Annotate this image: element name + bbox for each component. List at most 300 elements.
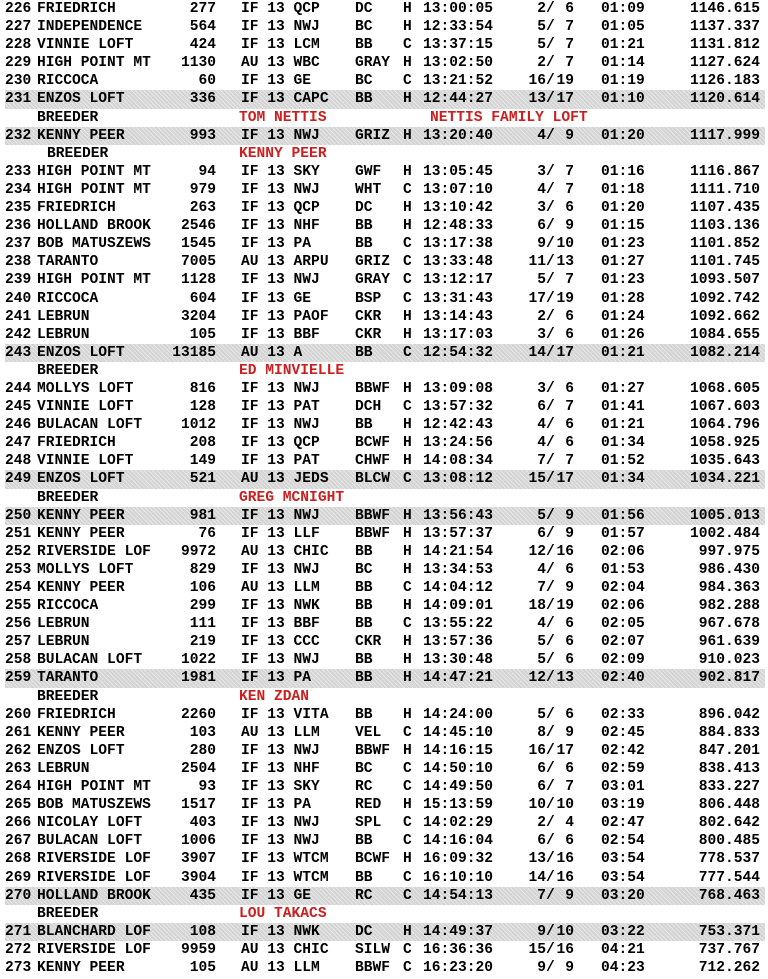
band-number: 106 (189, 580, 216, 596)
bird-sex: C (403, 471, 412, 488)
loft-position: 18 (528, 598, 546, 615)
race-results-report (5, 0, 765, 977)
band-registration: IF 13 NWJ (241, 561, 320, 578)
bird-color: BB (355, 652, 373, 669)
flying-time: 01:15 (601, 218, 645, 235)
position-separator: / (546, 616, 555, 633)
flying-time: 01:20 (601, 127, 645, 144)
bird-sex: H (403, 218, 412, 235)
speed: 961.639 (698, 634, 760, 651)
band-registration: IF 13 NWJ (241, 417, 320, 434)
position-separator: / (546, 290, 555, 307)
flying-time: 03:22 (601, 923, 645, 940)
rank: 267 (5, 833, 32, 850)
bird-sex: H (403, 652, 412, 669)
arrival-time: 14:49:50 (423, 779, 494, 796)
band-registration: IF 13 BBF (241, 616, 320, 633)
result-row-highlighted (5, 887, 765, 905)
result-row-highlighted (5, 669, 765, 687)
band-registration: IF 13 GE (241, 887, 312, 904)
flying-time: 01:19 (601, 73, 645, 90)
band-number: 263 (189, 200, 216, 217)
bird-color: BB (355, 344, 373, 361)
result-row (5, 181, 765, 199)
loft-name: HIGH POINT MT (37, 55, 151, 72)
arrival-time: 13:00:05 (423, 1, 494, 17)
result-row (5, 724, 765, 742)
loft-position: 2 (537, 308, 546, 325)
rank: 272 (5, 941, 32, 958)
loft-total: 6 (565, 833, 574, 850)
result-row (5, 290, 765, 308)
loft-position: 11 (528, 254, 546, 271)
speed: 982.288 (698, 598, 760, 615)
position-separator: / (546, 959, 555, 976)
loft-total: 16 (556, 941, 574, 958)
band-number: 3907 (180, 851, 216, 868)
band-number: 13185 (172, 344, 216, 361)
rank: 230 (5, 73, 32, 90)
rank: 235 (5, 200, 32, 217)
loft-position: 2 (537, 55, 546, 72)
rank: 233 (5, 163, 32, 180)
band-registration: IF 13 NWK (241, 923, 320, 940)
bird-sex: C (403, 941, 412, 958)
speed: 984.363 (698, 580, 760, 596)
arrival-time: 13:55:22 (423, 616, 494, 633)
position-separator: / (546, 887, 555, 904)
band-number: 9959 (180, 941, 216, 958)
arrival-time: 13:57:37 (423, 525, 494, 542)
position-separator: / (546, 760, 555, 777)
band-number: 829 (189, 561, 216, 578)
position-separator: / (546, 417, 555, 434)
result-row (5, 869, 765, 887)
rank: 236 (5, 218, 32, 235)
result-row (5, 615, 765, 633)
position-separator: / (546, 254, 555, 271)
breeder-name: KEN ZDAN (239, 688, 310, 705)
flying-time: 01:41 (601, 399, 645, 416)
rank: 247 (5, 435, 32, 452)
band-number: 94 (198, 163, 216, 180)
rank: 259 (5, 670, 32, 687)
arrival-time: 13:17:03 (423, 326, 494, 343)
speed: 1117.999 (689, 127, 760, 144)
loft-total: 9 (565, 218, 574, 235)
speed: 1120.614 (689, 91, 760, 108)
arrival-time: 16:36:36 (423, 941, 494, 958)
position-separator: / (546, 236, 555, 253)
result-row (5, 217, 765, 235)
result-row (5, 651, 765, 669)
band-registration: IF 13 NWJ (241, 833, 320, 850)
loft-position: 16 (528, 742, 546, 759)
band-number: 564 (189, 19, 216, 36)
result-row (5, 706, 765, 724)
arrival-time: 14:16:04 (423, 833, 494, 850)
position-separator: / (546, 724, 555, 741)
loft-name: RIVERSIDE LOF (37, 941, 151, 958)
arrival-time: 13:33:48 (423, 254, 494, 271)
loft-total: 9 (565, 507, 574, 524)
rank: 228 (5, 37, 32, 54)
flying-time: 01:34 (601, 471, 645, 488)
breeder-name: ED MINVIELLE (239, 362, 345, 379)
speed: 1126.183 (689, 73, 760, 90)
flying-time: 04:23 (601, 959, 645, 976)
breeder-row (5, 688, 765, 706)
band-number: 7005 (180, 254, 216, 271)
band-number: 219 (189, 634, 216, 651)
band-registration: IF 13 NWJ (241, 380, 320, 397)
flying-time: 03:54 (601, 869, 645, 886)
rank: 244 (5, 380, 32, 397)
position-separator: / (546, 833, 555, 850)
flying-time: 01:16 (601, 163, 645, 180)
loft-total: 7 (565, 55, 574, 72)
arrival-time: 14:54:13 (423, 887, 494, 904)
result-row (5, 308, 765, 326)
position-separator: / (546, 779, 555, 796)
loft-total: 6 (565, 326, 574, 343)
band-number: 1006 (180, 833, 216, 850)
speed: 986.430 (698, 561, 760, 578)
loft-name: RICCOCA (37, 73, 99, 90)
loft-position: 14 (528, 869, 546, 886)
bird-sex: C (403, 959, 412, 976)
band-registration: AU 13 WBC (241, 55, 320, 72)
speed: 1058.925 (689, 435, 760, 452)
loft-position: 6 (537, 525, 546, 542)
position-separator: / (546, 181, 555, 198)
loft-name: BOB MATUSZEWS (37, 797, 151, 814)
band-number: 336 (189, 91, 216, 108)
rank: 253 (5, 561, 32, 578)
bird-color: WHT (355, 181, 382, 198)
rank: 234 (5, 181, 32, 198)
result-row (5, 796, 765, 814)
loft-position: 12 (528, 543, 546, 560)
rank: 256 (5, 616, 32, 633)
loft-total: 16 (556, 851, 574, 868)
result-row (5, 814, 765, 832)
band-number: 1545 (180, 236, 216, 253)
bird-color: BB (355, 417, 373, 434)
band-number: 108 (189, 923, 216, 940)
bird-color: BCWF (355, 851, 391, 868)
band-number: 1981 (180, 670, 216, 687)
band-registration: IF 13 NWK (241, 598, 320, 615)
speed: 802.642 (698, 815, 760, 832)
speed: 1127.624 (689, 55, 760, 72)
loft-total: 7 (565, 181, 574, 198)
band-number: 604 (189, 290, 216, 307)
arrival-time: 13:57:36 (423, 634, 494, 651)
loft-position: 5 (537, 634, 546, 651)
loft-name: ENZOS LOFT (37, 471, 125, 488)
flying-time: 01:56 (601, 507, 645, 524)
arrival-time: 14:02:29 (423, 815, 494, 832)
rank: 241 (5, 308, 32, 325)
position-separator: / (546, 525, 555, 542)
loft-name: HOLLAND BROOK (37, 887, 151, 904)
speed: 997.975 (698, 543, 760, 560)
bird-color: BB (355, 598, 373, 615)
loft-total: 6 (565, 308, 574, 325)
loft-position: 3 (537, 380, 546, 397)
result-row-highlighted (5, 923, 765, 941)
band-number: 149 (189, 453, 216, 470)
bird-sex: H (403, 163, 412, 180)
arrival-time: 12:44:27 (423, 91, 494, 108)
flying-time: 01:21 (601, 417, 645, 434)
loft-name: RICCOCA (37, 290, 99, 307)
result-row (5, 0, 765, 18)
band-registration: IF 13 LLF (241, 525, 320, 542)
bird-color: CKR (355, 634, 382, 651)
loft-name: HIGH POINT MT (37, 779, 151, 796)
position-separator: / (546, 670, 555, 687)
flying-time: 02:33 (601, 706, 645, 723)
rank: 251 (5, 525, 32, 542)
loft-position: 4 (537, 181, 546, 198)
loft-position: 13 (528, 91, 546, 108)
band-number: 424 (189, 37, 216, 54)
speed: 847.201 (698, 742, 760, 759)
loft-position: 4 (537, 616, 546, 633)
speed: 1116.867 (689, 163, 760, 180)
loft-total: 6 (565, 200, 574, 217)
breeder-row (5, 109, 765, 127)
loft-name: BULACAN LOFT (37, 833, 143, 850)
rank: 248 (5, 453, 32, 470)
bird-color: BBWF (355, 507, 391, 524)
speed: 806.448 (698, 797, 760, 814)
loft-name: TARANTO (37, 670, 99, 687)
rank: 249 (5, 471, 32, 488)
flying-time: 03:01 (601, 779, 645, 796)
bird-color: BLCW (355, 471, 391, 488)
band-number: 3204 (180, 308, 216, 325)
band-number: 277 (189, 1, 216, 17)
loft-name: LEBRUN (37, 308, 90, 325)
loft-position: 3 (537, 200, 546, 217)
loft-position: 6 (537, 218, 546, 235)
band-number: 1012 (180, 417, 216, 434)
loft-total: 6 (565, 652, 574, 669)
arrival-time: 12:42:43 (423, 417, 494, 434)
bird-color: BB (355, 218, 373, 235)
bird-color: BC (355, 760, 373, 777)
loft-position: 9 (537, 959, 546, 976)
band-registration: IF 13 PA (241, 797, 312, 814)
arrival-time: 16:10:10 (423, 869, 494, 886)
speed: 800.485 (698, 833, 760, 850)
bird-sex: C (403, 724, 412, 741)
rank: 226 (5, 1, 32, 17)
flying-time: 01:24 (601, 308, 645, 325)
loft-name: NICOLAY LOFT (37, 815, 143, 832)
result-row (5, 416, 765, 434)
loft-position: 16 (528, 73, 546, 90)
flying-time: 01:21 (601, 37, 645, 54)
rank: 246 (5, 417, 32, 434)
loft-total: 16 (556, 543, 574, 560)
bird-sex: C (403, 272, 412, 289)
position-separator: / (546, 308, 555, 325)
speed: 1005.013 (689, 507, 760, 524)
loft-position: 5 (537, 37, 546, 54)
band-number: 93 (198, 779, 216, 796)
bird-color: GRIZ (355, 254, 391, 271)
rank: 232 (5, 127, 32, 144)
speed: 777.544 (698, 869, 760, 886)
bird-color: BB (355, 869, 373, 886)
band-registration: IF 13 QCP (241, 200, 320, 217)
loft-position: 3 (537, 326, 546, 343)
band-registration: IF 13 NHF (241, 760, 320, 777)
speed: 1092.662 (689, 308, 760, 325)
bird-color: BC (355, 19, 373, 36)
flying-time: 01:14 (601, 55, 645, 72)
loft-total: 9 (565, 887, 574, 904)
bird-sex: H (403, 561, 412, 578)
bird-color: BB (355, 543, 373, 560)
flying-time: 02:06 (601, 543, 645, 560)
loft-name: RICCOCA (37, 598, 99, 615)
flying-time: 01:34 (601, 435, 645, 452)
loft-position: 12 (528, 670, 546, 687)
loft-total: 6 (565, 634, 574, 651)
band-registration: IF 13 NHF (241, 218, 320, 235)
loft-position: 4 (537, 127, 546, 144)
arrival-time: 13:17:38 (423, 236, 494, 253)
arrival-time: 13:34:53 (423, 561, 494, 578)
rank: 227 (5, 19, 32, 36)
band-registration: IF 13 LCM (241, 37, 320, 54)
bird-color: RED (355, 797, 382, 814)
loft-name: KENNY PEER (37, 507, 125, 524)
bird-color: BCWF (355, 435, 391, 452)
breeder-name: LOU TAKACS (239, 905, 327, 922)
loft-name: KENNY PEER (37, 127, 125, 144)
result-row-highlighted (5, 127, 765, 145)
flying-time: 04:21 (601, 941, 645, 958)
position-separator: / (546, 851, 555, 868)
flying-time: 01:18 (601, 181, 645, 198)
band-registration: IF 13 WTCM (241, 869, 329, 886)
arrival-time: 14:09:01 (423, 598, 494, 615)
bird-color: GRIZ (355, 127, 391, 144)
loft-total: 17 (556, 344, 574, 361)
loft-name: ENZOS LOFT (37, 344, 125, 361)
position-separator: / (546, 598, 555, 615)
band-number: 521 (189, 471, 216, 488)
loft-position: 4 (537, 561, 546, 578)
speed: 778.537 (698, 851, 760, 868)
band-number: 981 (189, 507, 216, 524)
loft-total: 10 (556, 923, 574, 940)
bird-color: BC (355, 73, 373, 90)
speed: 1082.214 (689, 344, 760, 361)
rank: 250 (5, 507, 32, 524)
speed: 1111.710 (689, 181, 760, 198)
loft-name: TARANTO (37, 254, 99, 271)
loft-total: 7 (565, 19, 574, 36)
loft-name: KENNY PEER (37, 580, 125, 596)
result-row (5, 54, 765, 72)
band-registration: IF 13 PAT (241, 399, 320, 416)
bird-sex: H (403, 507, 412, 524)
band-registration: IF 13 QCP (241, 435, 320, 452)
speed: 1146.615 (689, 1, 760, 17)
position-separator: / (546, 435, 555, 452)
bird-color: CHWF (355, 453, 391, 470)
loft-name: RIVERSIDE LOF (37, 869, 151, 886)
loft-name: MOLLYS LOFT (37, 561, 134, 578)
flying-time: 02:07 (601, 634, 645, 651)
rank: 269 (5, 869, 32, 886)
loft-position: 4 (537, 417, 546, 434)
result-row-highlighted (5, 90, 765, 108)
breeder-label: BREEDER (37, 489, 99, 506)
bird-sex: C (403, 815, 412, 832)
rank: 266 (5, 815, 32, 832)
arrival-time: 12:54:32 (423, 344, 494, 361)
position-separator: / (546, 507, 555, 524)
arrival-time: 13:20:40 (423, 127, 494, 144)
arrival-time: 15:13:59 (423, 797, 494, 814)
band-number: 979 (189, 181, 216, 198)
bird-color: RC (355, 779, 373, 796)
position-separator: / (546, 344, 555, 361)
position-separator: / (546, 200, 555, 217)
loft-name: FRIEDRICH (37, 435, 116, 452)
bird-sex: H (403, 706, 412, 723)
arrival-time: 14:47:21 (423, 670, 494, 687)
bird-sex: H (403, 923, 412, 940)
loft-name: RIVERSIDE LOF (37, 851, 151, 868)
loft-name: LEBRUN (37, 760, 90, 777)
result-row (5, 832, 765, 850)
result-row (5, 271, 765, 289)
loft-total: 6 (565, 760, 574, 777)
position-separator: / (546, 163, 555, 180)
bird-sex: C (403, 290, 412, 307)
arrival-time: 14:24:00 (423, 706, 494, 723)
loft-total: 6 (565, 706, 574, 723)
arrival-time: 12:48:33 (423, 218, 494, 235)
result-row (5, 235, 765, 253)
bird-color: SPL (355, 815, 382, 832)
flying-time: 02:09 (601, 652, 645, 669)
band-registration: IF 13 NWJ (241, 127, 320, 144)
speed: 737.767 (698, 941, 760, 958)
band-number: 105 (189, 326, 216, 343)
rank: 261 (5, 724, 32, 741)
flying-time: 02:54 (601, 833, 645, 850)
bird-sex: C (403, 73, 412, 90)
flying-time: 02:47 (601, 815, 645, 832)
speed: 838.413 (698, 760, 760, 777)
flying-time: 02:59 (601, 760, 645, 777)
band-number: 1517 (180, 797, 216, 814)
speed: 1002.484 (689, 525, 760, 542)
band-number: 60 (198, 73, 216, 90)
flying-time: 01:26 (601, 326, 645, 343)
loft-position: 6 (537, 760, 546, 777)
